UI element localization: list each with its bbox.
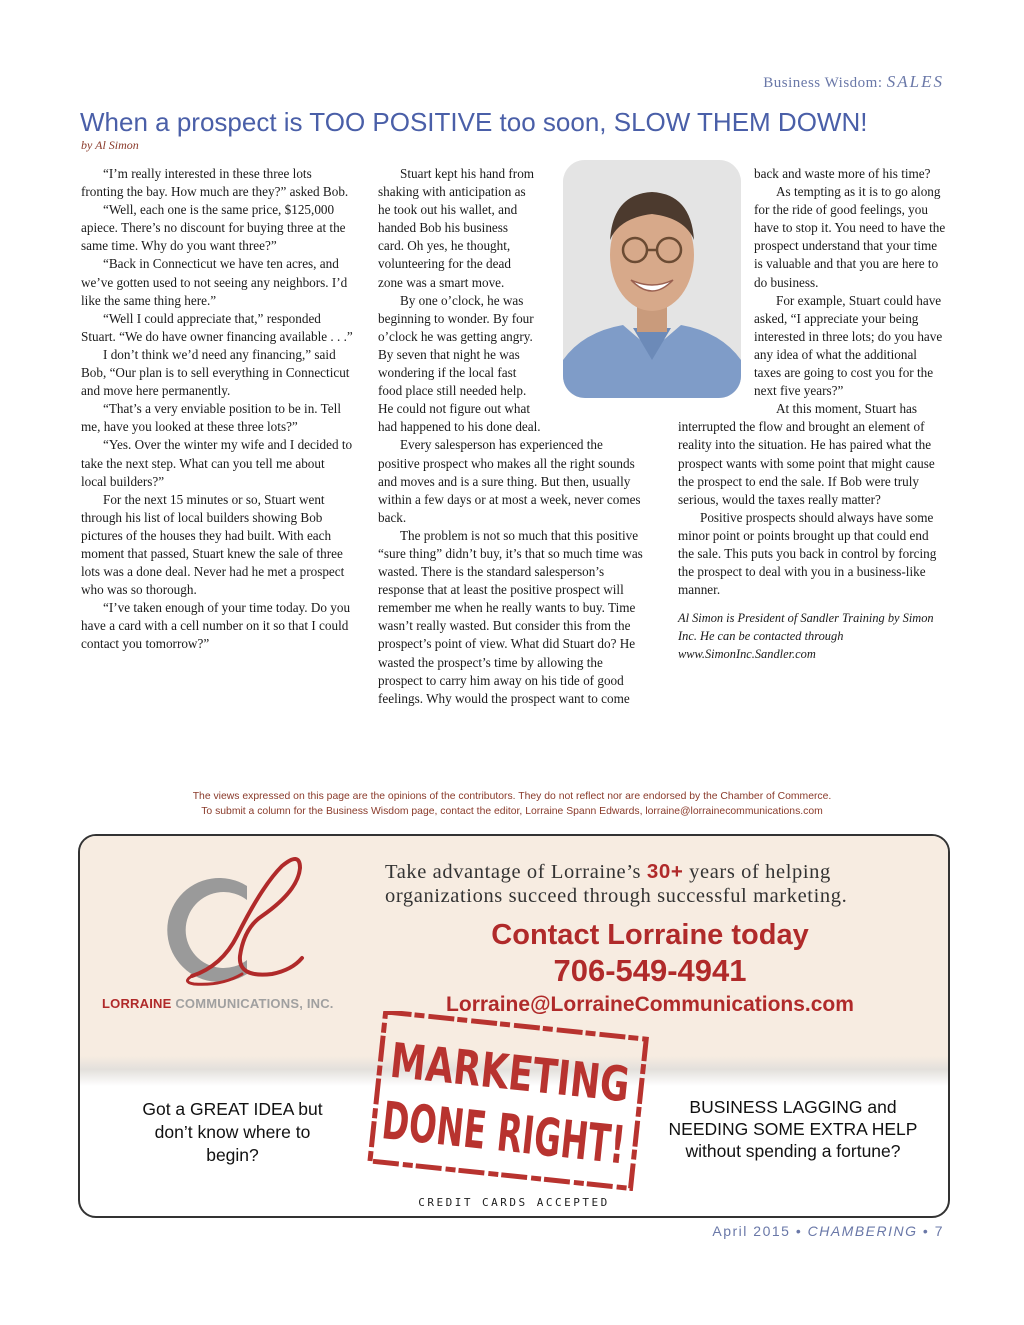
ad-right-question: BUSINESS LAGGING and NEEDING SOME EXTRA HELP without spending a fortune?	[668, 1097, 918, 1161]
disclaimer-line-2: To submit a column for the Business Wisdom page, contact the editor, Lorraine Spann Edwards, lorraine@lorrainecommunications.com	[201, 806, 823, 817]
paragraph: By one o’clock, he was beginning to wonder. By four o’clock he was getting angry. By seven that night he was wondering if the local fast food place still needed help. He could not figure out what had happened to his done deal.	[378, 292, 541, 435]
credit-cards-accepted: CREDIT CARDS ACCEPTED	[418, 1196, 610, 1209]
section-name: SALES	[886, 72, 944, 91]
article-column-1	[81, 165, 353, 654]
contact-phone[interactable]: 706-549-4941	[553, 953, 747, 988]
article-headline: When a prospect is TOO POSITIVE too soon, SLOW THEM DOWN!	[80, 107, 868, 137]
marketing-done-right-stamp	[357, 1011, 657, 1195]
contact-title: Contact Lorraine today	[491, 919, 809, 951]
ad-tagline: Take advantage of Lorraine’s 30+ years of helping organizations succeed through successful marketing.	[385, 860, 848, 907]
paragraph: Positive prospects should always have some minor point or points brought up that could end the sale. This puts you back in control by forcing the prospect to deal with you in a business-like manner.	[678, 509, 937, 598]
page-footer	[712, 1223, 944, 1239]
paragraph: “Well, each one is the same price, $125,000 apiece. There’s no discount for buying three at the same time. Why do you want three?”	[81, 202, 346, 254]
section-tag	[763, 72, 944, 92]
ad-left-question: Got a GREAT IDEA but don’t know where to begin?	[142, 1099, 323, 1165]
paragraph: The problem is not so much that this positive “sure thing” didn’t buy, it’s that so much time was wasted. There is the standard salesperson’s response that at least the positive prospect will remember me when he really wants to buy. Time wasn’t really wasted. But consider this from the prospect’s point of view. What did Stuart do? He wasted the prospect’s time by allowing the prospect to carry him away on his tide of good feelings. Why would the prospect want to come	[378, 527, 643, 706]
logo-company-name: LORRAINE COMMUNICATIONS, INC.	[102, 996, 334, 1011]
contact-email[interactable]: Lorraine@LorraineCommunications.com	[446, 993, 854, 1016]
paragraph: “I’m really interested in these three lots fronting the bay. How much are they?” asked Bob.	[81, 166, 349, 200]
contact-block	[380, 918, 920, 1020]
paragraph: “Back in Connecticut we have ten acres, and we’ve gotten used to not seeing any neighbors. I’d like the same thing here.”	[81, 256, 348, 308]
paragraph: back and waste more of his time?	[754, 166, 931, 181]
paragraph: “Yes. Over the winter my wife and I decided to take the next step. What can you tell me about local builders?”	[81, 437, 353, 489]
disclaimer-line-1: The views expressed on this page are the opinions of the contributors. They do not reflect nor are endorsed by the Chamber of Commerce.	[192, 791, 832, 802]
paragraph: “I’ve taken enough of your time today. Do you have a card with a cell number on it so that I could contact you tomorrow?”	[81, 600, 351, 652]
stamp-line-2: DONE RIGHT!	[379, 1091, 657, 1191]
section-prefix: Business Wisdom:	[763, 75, 883, 91]
article-byline: by Al Simon	[81, 138, 139, 152]
author-photo	[563, 160, 741, 398]
footer-magazine: CHAMBERING	[807, 1223, 918, 1239]
author-bio: Al Simon is President of Sandler Training by Simon Inc. He can be contacted through www.SimonInc.Sandler.com	[678, 611, 934, 662]
paragraph: Every salesperson has experienced the positive prospect who makes all the right sounds and moves and is a sure thing. But then, usually within a few days or at most a week, never comes back.	[378, 437, 641, 525]
paragraph: As tempting as it is to go along for the ride of good feelings, you have to stop it. You need to have the prospect understand that your time is valuable and that you are here to do business.	[754, 184, 946, 290]
footer-date: April 2015 •	[712, 1223, 803, 1239]
footer-page-number: • 7	[922, 1223, 944, 1239]
stamp-line-1: MARKETING	[387, 1032, 657, 1123]
paragraph: At this moment, Stuart has interrupted the flow and brought an element of reality into the situation. He has paired what the prospect wants with some point that might cause the prospect to end the sale. If Bob were truly serious, would the taxes really matter?	[678, 401, 935, 507]
paragraph: For the next 15 minutes or so, Stuart went through his list of local builders showing Bob pictures of the houses they had built. With each moment that passed, Stuart knew the sale of three lots was a done deal. Never had he met a prospect who was so thorough.	[81, 491, 345, 598]
paragraph: Stuart kept his hand from shaking with anticipation as he took out his wallet, and handed Bob his business card. Oh yes, he thought, volunteering for the dead zone was a smart move.	[378, 166, 535, 290]
disclaimer	[0, 789, 1024, 819]
paragraph: I don’t think we’d need any financing,” said Bob, “Our plan is to sell everything in Connecticut and move here permanently.	[81, 346, 350, 399]
paragraph: “Well I could appreciate that,” responded Stuart. “We do have owner financing available . . .”	[81, 310, 353, 344]
paragraph: For example, Stuart could have asked, “I appreciate your being interested in three lots; do you have any idea of what the additional taxes are going to cost you for the next five years?”	[754, 292, 943, 399]
advertisement	[78, 834, 950, 1218]
author-portrait-image	[563, 160, 741, 398]
paragraph: “That’s a very enviable position to be in. Tell me, have you looked at these three lots?”	[81, 401, 341, 435]
lorraine-logo-icon	[152, 846, 352, 1000]
